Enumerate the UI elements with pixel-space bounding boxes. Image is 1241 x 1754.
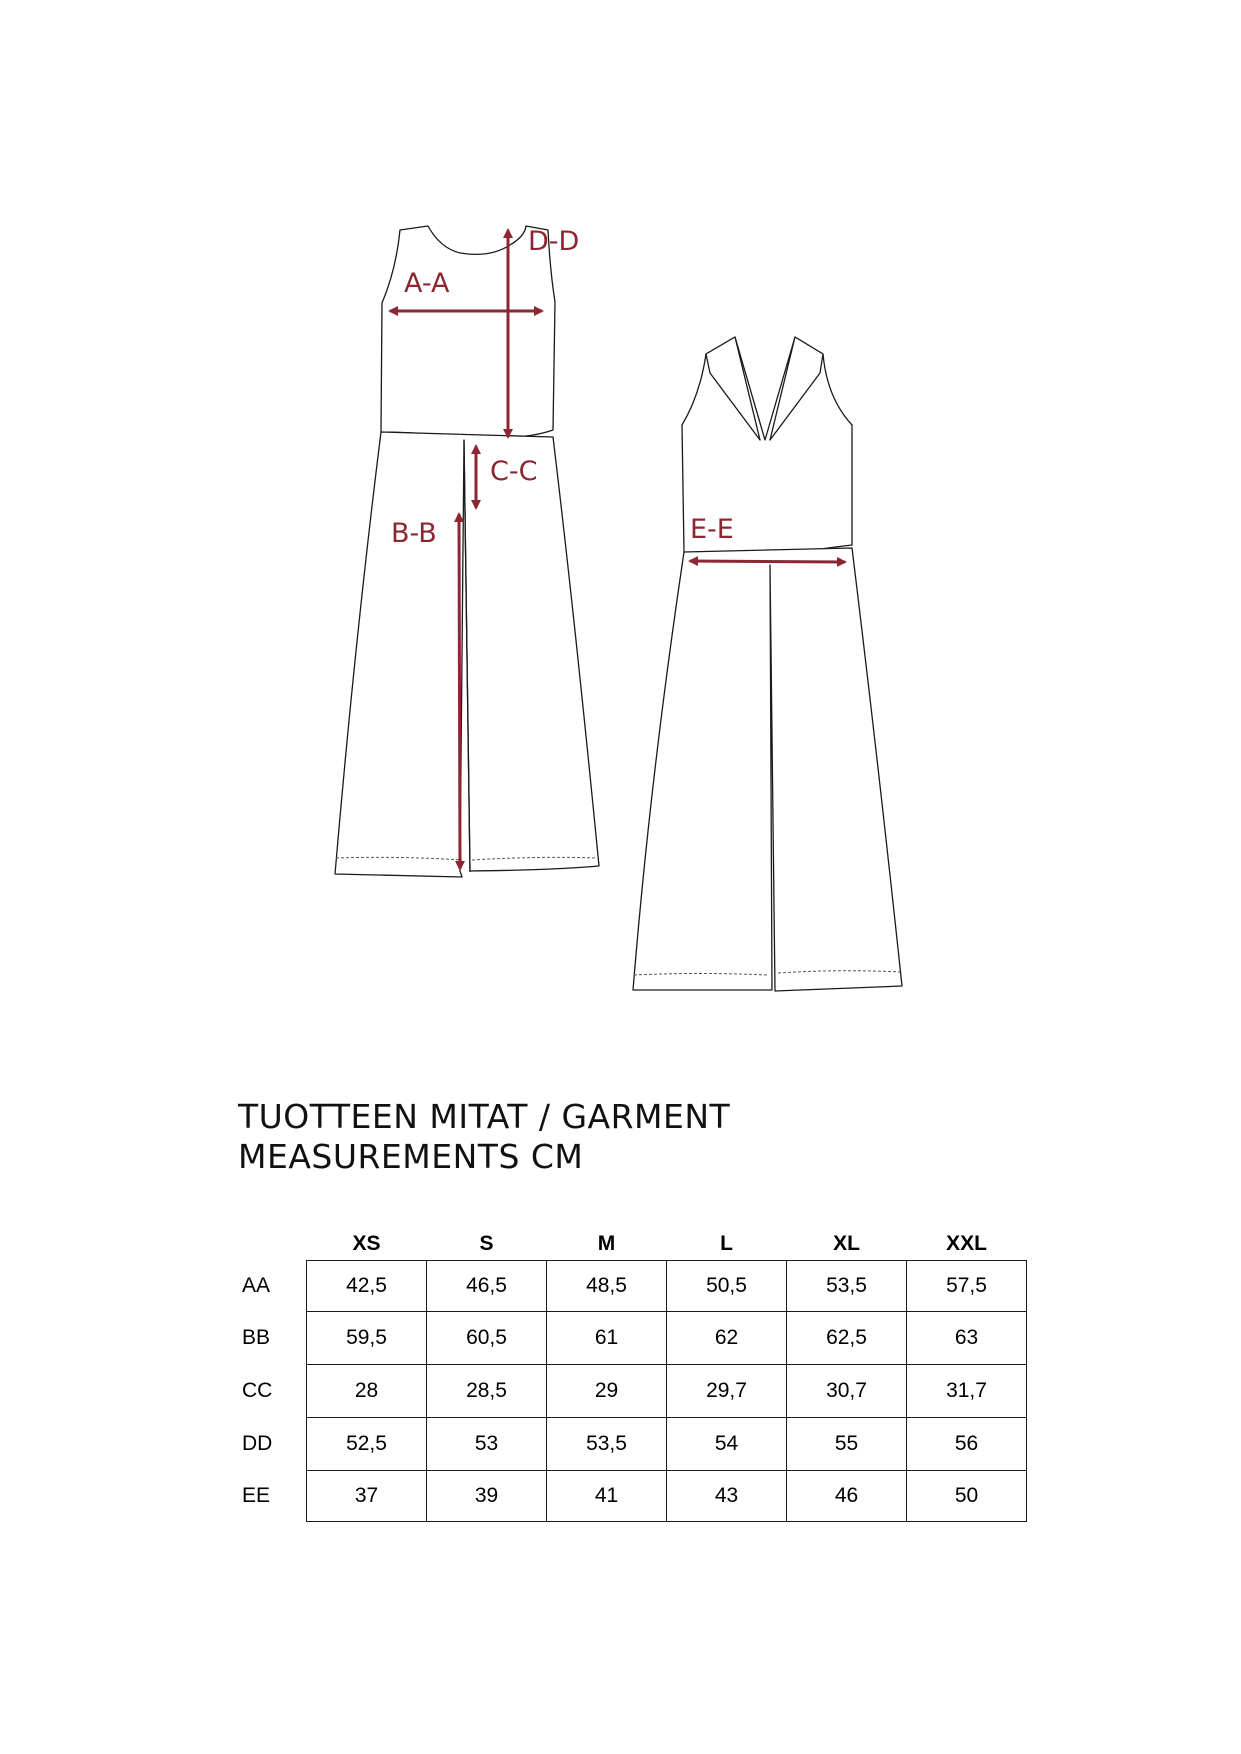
row-label: BB <box>242 1326 271 1349</box>
header-corner <box>230 1222 307 1261</box>
row-label: DD <box>242 1432 273 1455</box>
size-header: XXL <box>946 1232 987 1255</box>
label-b-b: B-B <box>391 518 437 549</box>
label-c-c: C-C <box>490 456 538 487</box>
size-header: XS <box>352 1232 381 1255</box>
table-cell: 56 <box>907 1418 1027 1471</box>
arrow-e-e <box>690 561 845 562</box>
table-cell: 60,5 <box>427 1312 547 1365</box>
table-cell: 28 <box>307 1365 427 1418</box>
table-cell: 59,5 <box>307 1312 427 1365</box>
table-cell: 63 <box>907 1312 1027 1365</box>
table-cell: 54 <box>667 1418 787 1471</box>
table-cell: 61 <box>547 1312 667 1365</box>
table-cell: 39 <box>427 1471 547 1522</box>
label-e-e: E-E <box>690 514 734 545</box>
table-cell: 46,5 <box>427 1261 547 1312</box>
measurements-table <box>230 1222 1027 1522</box>
row-label: AA <box>242 1274 271 1297</box>
arrow-b-b <box>459 514 460 869</box>
table-row <box>230 1365 1027 1418</box>
table-cell: 42,5 <box>307 1261 427 1312</box>
table-cell: 52,5 <box>307 1418 427 1471</box>
page-title <box>238 1097 730 1177</box>
table-cell: 62 <box>667 1312 787 1365</box>
table-cell: 50,5 <box>667 1261 787 1312</box>
back-trousers <box>633 548 902 991</box>
table-row <box>230 1312 1027 1365</box>
front-bodice <box>381 226 555 437</box>
table-cell: 53,5 <box>787 1261 907 1312</box>
table-cell: 53 <box>427 1418 547 1471</box>
table-cell: 53,5 <box>547 1418 667 1471</box>
table-row <box>230 1418 1027 1471</box>
table-cell: 46 <box>787 1471 907 1522</box>
size-header: M <box>597 1232 616 1255</box>
table-cell: 50 <box>907 1471 1027 1522</box>
size-header: S <box>479 1232 494 1255</box>
size-header: XL <box>833 1232 860 1255</box>
table-row <box>230 1471 1027 1522</box>
row-label: CC <box>242 1379 273 1402</box>
table-cell: 29,7 <box>667 1365 787 1418</box>
table-cell: 48,5 <box>547 1261 667 1312</box>
table-cell: 62,5 <box>787 1312 907 1365</box>
table-cell: 55 <box>787 1418 907 1471</box>
table-cell: 30,7 <box>787 1365 907 1418</box>
table-cell: 41 <box>547 1471 667 1522</box>
table-cell: 57,5 <box>907 1261 1027 1312</box>
label-a-a: A-A <box>404 268 450 299</box>
table-cell: 29 <box>547 1365 667 1418</box>
row-label: EE <box>242 1484 271 1507</box>
back-view-drawing <box>633 337 902 991</box>
page-title-line-1: TUOTTEEN MITAT / GARMENT <box>238 1097 731 1136</box>
size-header: L <box>720 1232 733 1255</box>
table-cell: 31,7 <box>907 1365 1027 1418</box>
size-header-row <box>230 1222 1027 1261</box>
table-cell: 43 <box>667 1471 787 1522</box>
label-d-d: D-D <box>528 226 580 257</box>
table-cell: 37 <box>307 1471 427 1522</box>
table-cell: 28,5 <box>427 1365 547 1418</box>
table-row <box>230 1261 1027 1312</box>
front-view-drawing <box>335 226 599 877</box>
page-title-line-2: MEASUREMENTS CM <box>238 1137 584 1176</box>
